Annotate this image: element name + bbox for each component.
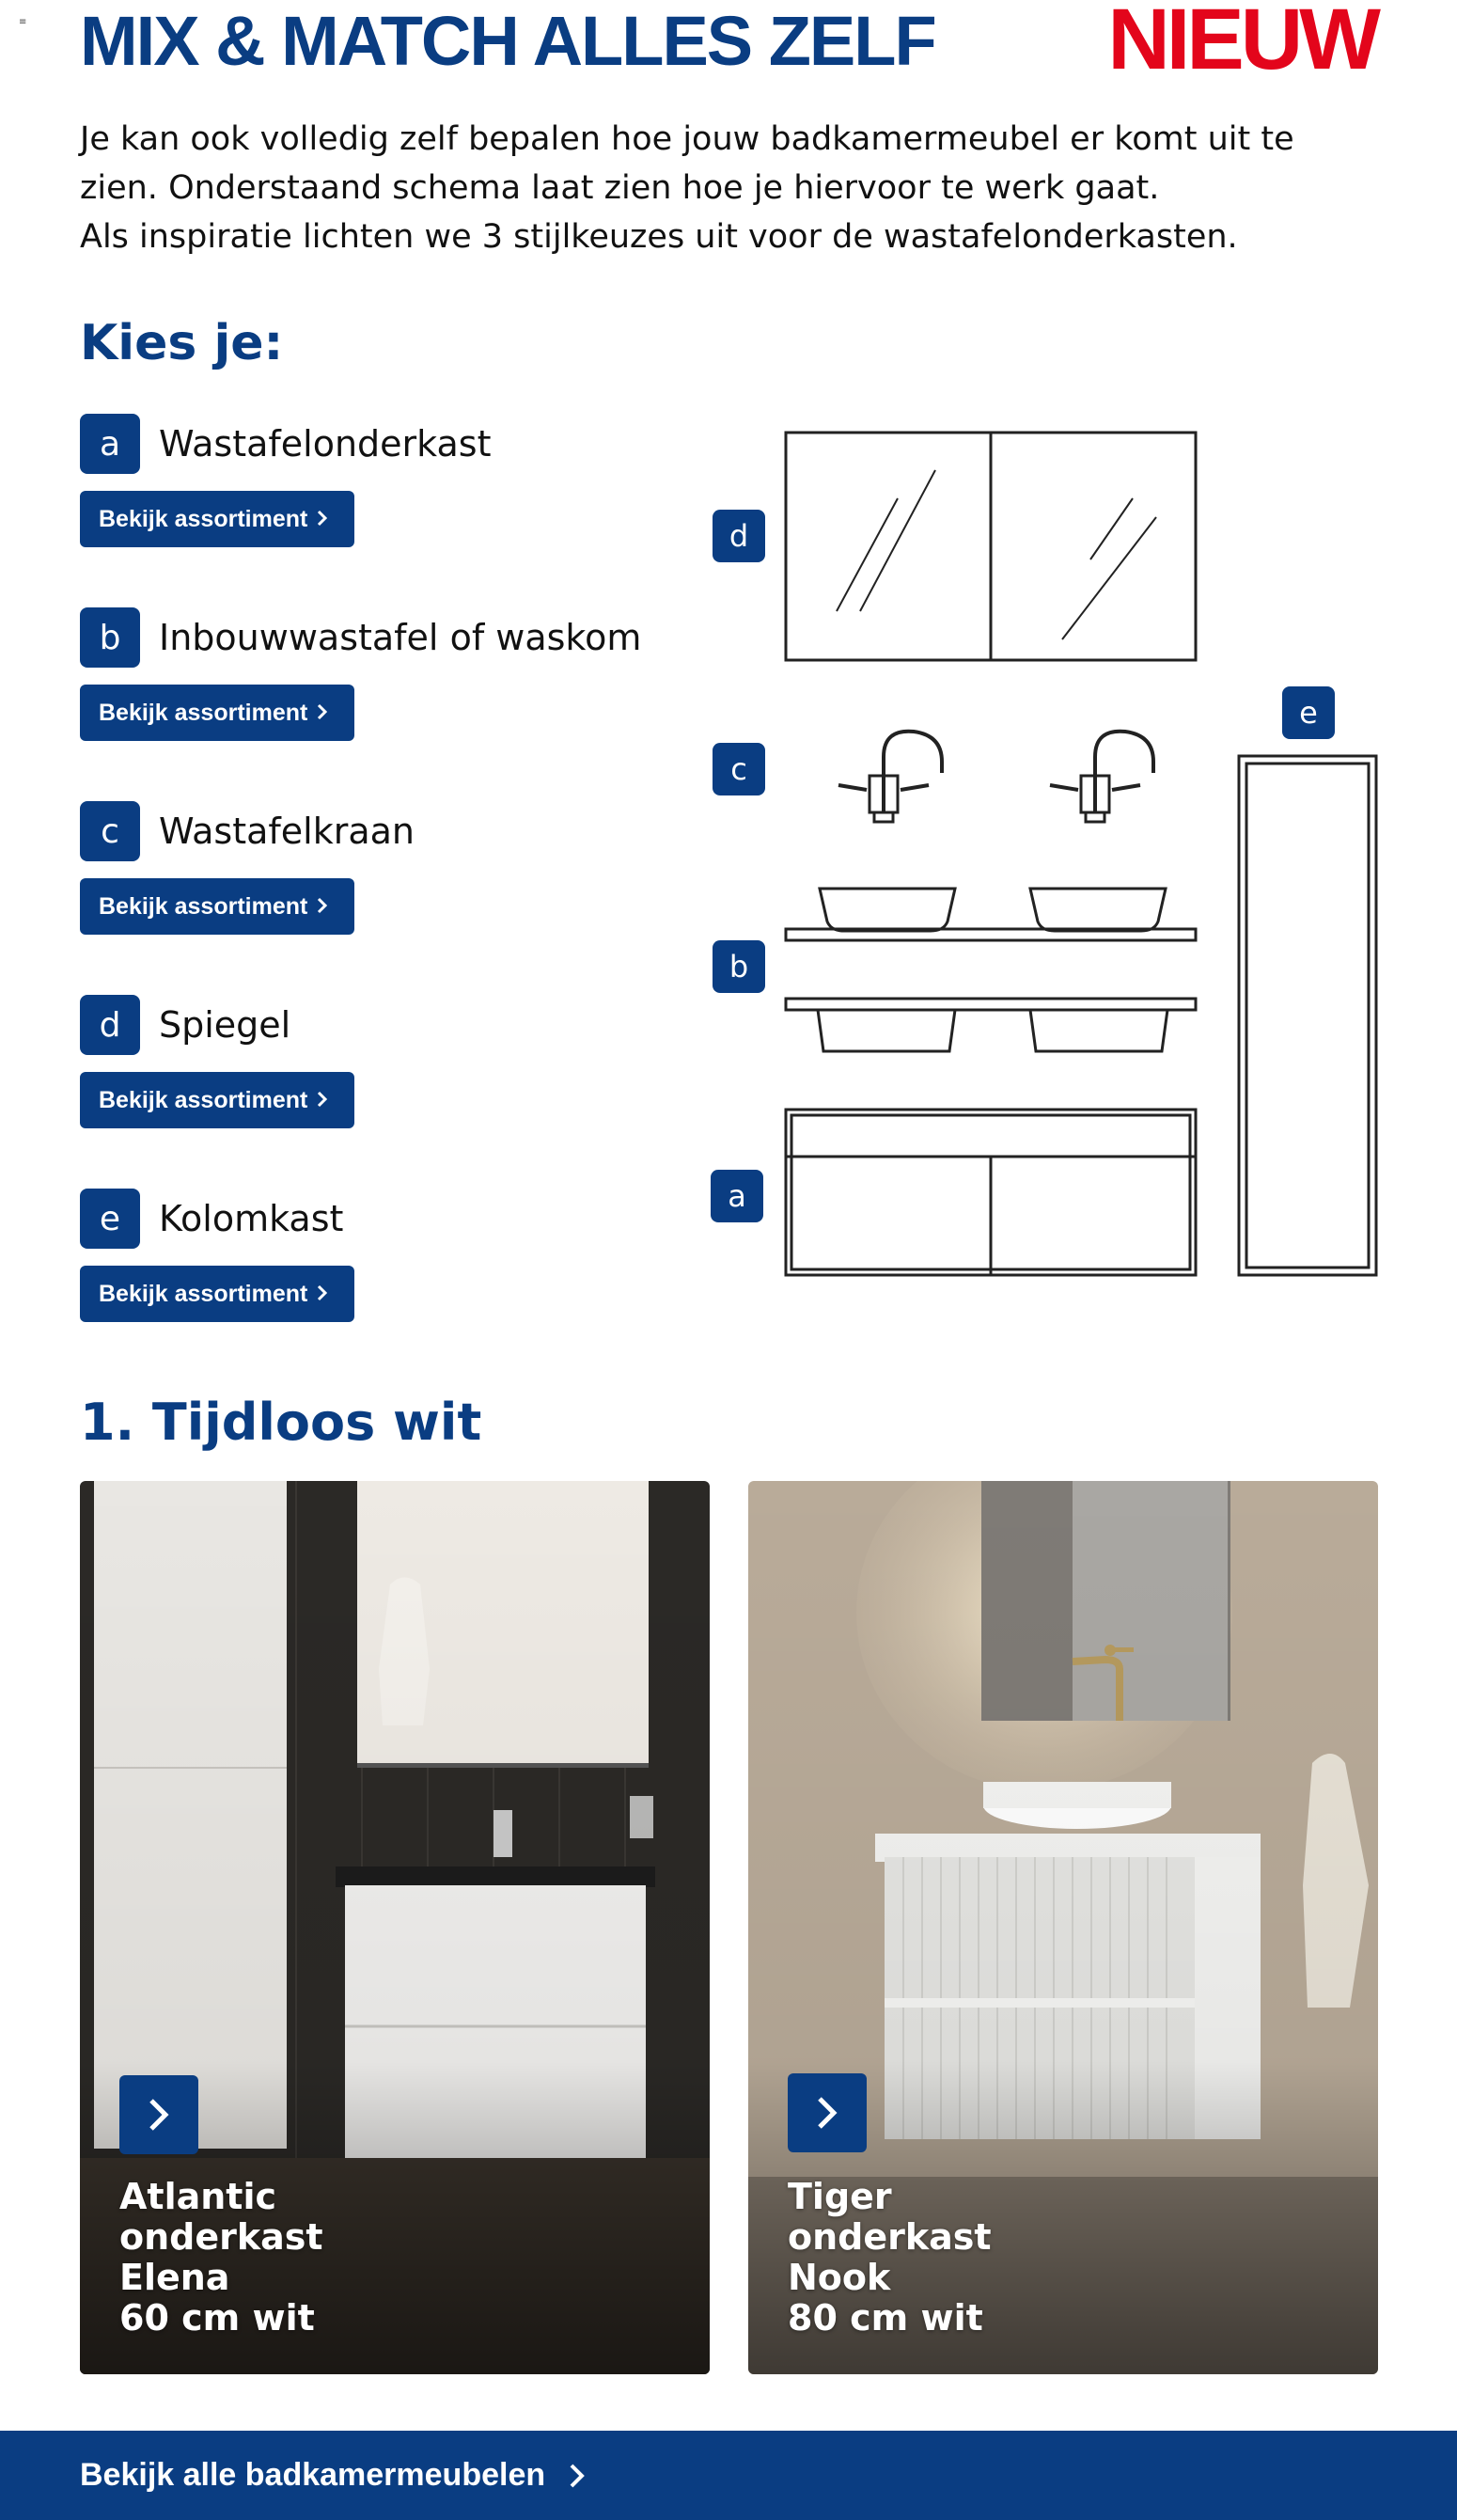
section-title: 1. Tijdloos wit: [80, 1393, 482, 1452]
choice-label: Spiegel: [159, 1004, 291, 1046]
diagram-badge-c: c: [713, 743, 765, 795]
chevron-right-icon: [145, 2096, 173, 2134]
choice-e: [80, 1189, 354, 1322]
new-badge: NIEUW: [1107, 0, 1377, 87]
product-card-tiger-nook[interactable]: [748, 1481, 1378, 2374]
choice-label: Kolomkast: [159, 1198, 344, 1239]
button-label: Bekijk assortiment: [99, 699, 308, 726]
inset-sink-icon: [818, 1010, 1167, 1051]
choice-letter-badge: a: [80, 414, 140, 474]
product-card-atlantic-elena[interactable]: [80, 1481, 710, 2374]
view-assortment-button-b[interactable]: [80, 685, 354, 741]
choice-label: Wastafelkraan: [159, 811, 415, 852]
diagram-badge-d: d: [713, 510, 765, 562]
card-arrow-button[interactable]: [788, 2073, 867, 2152]
caption-line: 60 cm wit: [119, 2297, 315, 2339]
caption-line: onderkast: [119, 2216, 323, 2258]
chevron-right-icon: [317, 700, 328, 727]
view-assortment-button-d[interactable]: [80, 1072, 354, 1128]
faucet-icon: [1050, 732, 1153, 822]
choice-c: [80, 801, 415, 935]
chevron-right-icon: [317, 893, 328, 921]
caption-line: Tiger: [788, 2176, 892, 2217]
choice-a: [80, 414, 492, 547]
diagram-badge-b: b: [713, 940, 765, 993]
choice-b: [80, 607, 641, 741]
button-label: Bekijk assortiment: [99, 1280, 308, 1307]
view-all-bathroom-furniture-button[interactable]: [0, 2431, 1457, 2520]
diagram-badge-a: a: [711, 1170, 763, 1222]
faucet-icon: [838, 732, 942, 822]
choice-letter-badge: c: [80, 801, 140, 861]
intro-paragraph: Als inspiratie lichten we 3 stijlkeuzes uit voor de wastafelonderkasten.: [80, 218, 1238, 256]
chevron-right-icon: [317, 1087, 328, 1114]
chevron-right-icon: [317, 1281, 328, 1308]
column-cabinet-icon: [1239, 756, 1376, 1275]
vessel-sink-icon: [820, 889, 1166, 931]
card-caption: [788, 2177, 992, 2339]
card-caption: [119, 2177, 323, 2339]
chevron-right-icon: [568, 2462, 587, 2490]
mirror-icon: [786, 433, 1196, 660]
furniture-diagram: [696, 414, 1391, 1279]
caption-line: onderkast: [788, 2216, 992, 2258]
chevron-right-icon: [813, 2094, 841, 2132]
choice-letter-badge: d: [80, 995, 140, 1055]
page-title: MIX & MATCH ALLES ZELF: [80, 2, 935, 80]
choose-title: Kies je:: [80, 315, 284, 371]
button-label: Bekijk assortiment: [99, 892, 308, 920]
view-assortment-button-c[interactable]: [80, 878, 354, 935]
choice-d: [80, 995, 354, 1128]
caption-line: Elena: [119, 2257, 230, 2298]
button-label: Bekijk assortiment: [99, 1086, 308, 1113]
diagram-drawing: [696, 414, 1391, 1279]
menu-icon: ≡: [19, 17, 27, 27]
caption-line: Nook: [788, 2257, 891, 2298]
choice-letter-badge: e: [80, 1189, 140, 1249]
button-label: Bekijk assortiment: [99, 505, 308, 532]
caption-line: Atlantic: [119, 2176, 277, 2217]
chevron-right-icon: [317, 506, 328, 533]
diagram-badge-e: e: [1282, 686, 1335, 739]
bottom-bar-label: Bekijk alle badkamermeubelen: [80, 2457, 546, 2493]
intro-paragraph: Je kan ook volledig zelf bepalen hoe jouw badkamermeubel er komt uit te zien. Onderstaand schema laat zien hoe je hiervoor te werk gaat.: [80, 120, 1294, 207]
view-assortment-button-a[interactable]: [80, 491, 354, 547]
view-assortment-button-e[interactable]: [80, 1266, 354, 1322]
caption-line: 80 cm wit: [788, 2297, 983, 2339]
choice-label: Inbouwwastafel of waskom: [159, 617, 642, 658]
choice-letter-badge: b: [80, 607, 140, 668]
card-arrow-button[interactable]: [119, 2075, 198, 2154]
intro-text: [80, 115, 1358, 261]
choice-label: Wastafelonderkast: [159, 423, 492, 465]
vanity-cabinet-icon: [786, 1110, 1196, 1275]
countertop-icon: [786, 929, 1196, 1010]
